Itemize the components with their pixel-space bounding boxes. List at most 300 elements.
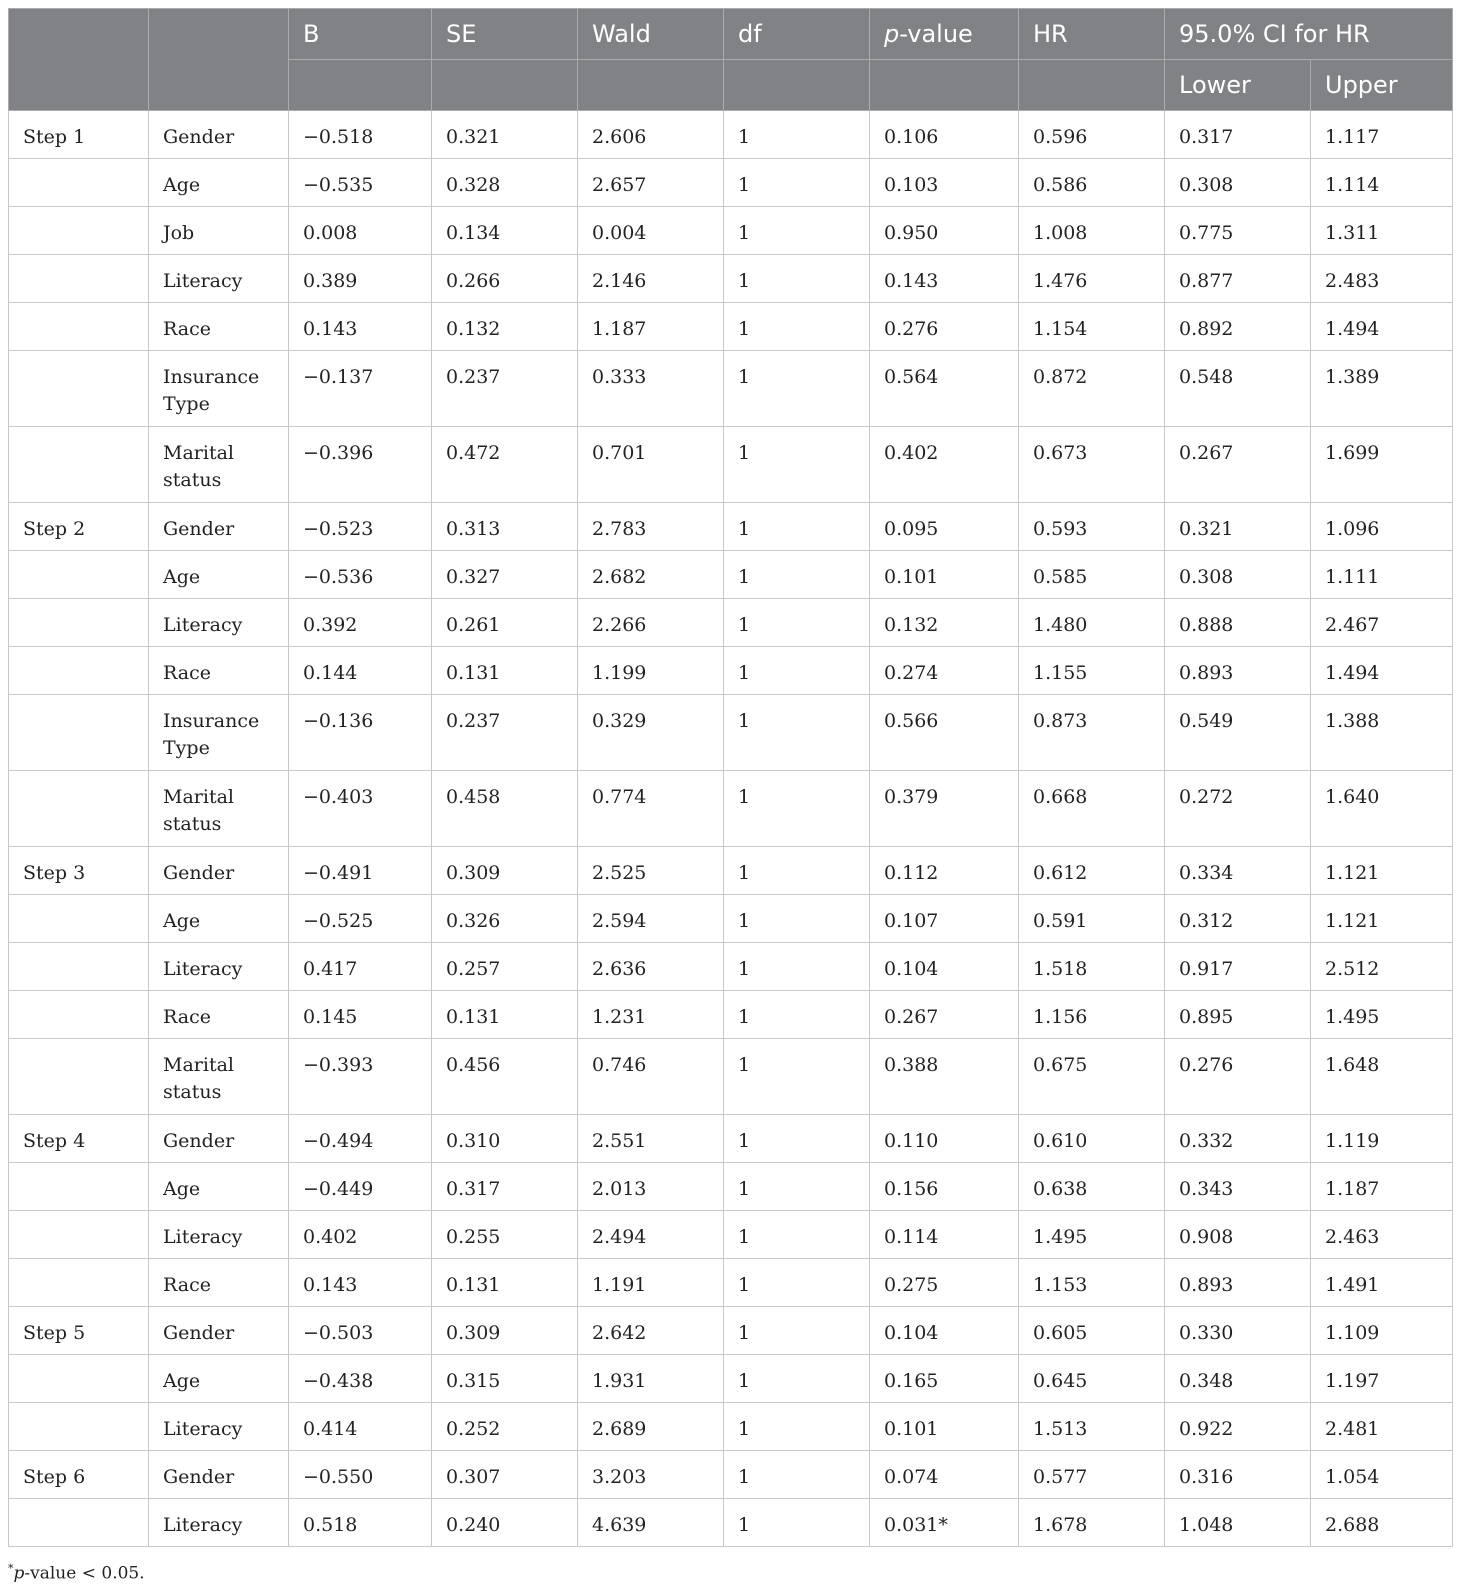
cell-hr: 0.675 xyxy=(1019,1039,1165,1115)
cell-ci-upper: 1.114 xyxy=(1311,159,1453,207)
cell-b: 0.402 xyxy=(289,1211,432,1259)
cell-b: −0.550 xyxy=(289,1451,432,1499)
cell-se: 0.131 xyxy=(432,991,578,1039)
cell-b: −0.438 xyxy=(289,1355,432,1403)
cell-variable: Marital status xyxy=(149,771,289,847)
cell-df: 1 xyxy=(724,503,870,551)
cell-step: Step 4 xyxy=(9,1115,149,1163)
cell-ci-upper: 2.463 xyxy=(1311,1211,1453,1259)
cell-ci-lower: 0.276 xyxy=(1165,1039,1311,1115)
cell-b: −0.137 xyxy=(289,351,432,427)
cell-ci-lower: 0.548 xyxy=(1165,351,1311,427)
cell-df: 1 xyxy=(724,207,870,255)
cell-ci-upper: 1.119 xyxy=(1311,1115,1453,1163)
cell-ci-upper: 1.121 xyxy=(1311,847,1453,895)
cell-variable: Age xyxy=(149,1355,289,1403)
cell-se: 0.315 xyxy=(432,1355,578,1403)
table-row xyxy=(9,1355,1453,1403)
cell-step xyxy=(9,551,149,599)
table-footnote xyxy=(8,1562,145,1584)
table-row xyxy=(9,111,1453,159)
cell-step xyxy=(9,159,149,207)
table-row xyxy=(9,427,1453,503)
cell-p-value: 0.379 xyxy=(870,771,1019,847)
cell-df: 1 xyxy=(724,427,870,503)
cell-step xyxy=(9,991,149,1039)
table-row xyxy=(9,991,1453,1039)
cell-step xyxy=(9,1403,149,1451)
cell-b: −0.396 xyxy=(289,427,432,503)
cell-df: 1 xyxy=(724,943,870,991)
cell-p-value: 0.165 xyxy=(870,1355,1019,1403)
cell-df: 1 xyxy=(724,695,870,771)
cell-ci-lower: 0.321 xyxy=(1165,503,1311,551)
table-row xyxy=(9,207,1453,255)
cell-ci-lower: 1.048 xyxy=(1165,1499,1311,1547)
cell-hr: 0.668 xyxy=(1019,771,1165,847)
cell-ci-upper: 1.648 xyxy=(1311,1039,1453,1115)
cell-ci-lower: 0.343 xyxy=(1165,1163,1311,1211)
cell-b: −0.494 xyxy=(289,1115,432,1163)
cell-df: 1 xyxy=(724,111,870,159)
cell-variable: Literacy xyxy=(149,1403,289,1451)
cell-ci-lower: 0.922 xyxy=(1165,1403,1311,1451)
cell-step: Step 5 xyxy=(9,1307,149,1355)
cell-step xyxy=(9,647,149,695)
cell-p-value: 0.950 xyxy=(870,207,1019,255)
cell-se: 0.240 xyxy=(432,1499,578,1547)
cell-step xyxy=(9,695,149,771)
cell-step: Step 1 xyxy=(9,111,149,159)
cell-variable: Gender xyxy=(149,1307,289,1355)
header-hr: HR xyxy=(1019,9,1165,60)
cell-df: 1 xyxy=(724,1499,870,1547)
cell-step xyxy=(9,1039,149,1115)
table-row xyxy=(9,1211,1453,1259)
cell-variable: Age xyxy=(149,895,289,943)
cell-df: 1 xyxy=(724,1403,870,1451)
cell-se: 0.237 xyxy=(432,351,578,427)
cell-wald: 0.774 xyxy=(578,771,724,847)
cell-b: 0.389 xyxy=(289,255,432,303)
cell-se: 0.472 xyxy=(432,427,578,503)
table-row xyxy=(9,1259,1453,1307)
cell-df: 1 xyxy=(724,255,870,303)
cell-ci-upper: 1.494 xyxy=(1311,303,1453,351)
cell-wald: 0.004 xyxy=(578,207,724,255)
cell-df: 1 xyxy=(724,1039,870,1115)
cell-hr: 1.476 xyxy=(1019,255,1165,303)
cell-ci-lower: 0.895 xyxy=(1165,991,1311,1039)
cell-wald: 1.191 xyxy=(578,1259,724,1307)
cell-ci-upper: 1.494 xyxy=(1311,647,1453,695)
cell-variable: Marital status xyxy=(149,1039,289,1115)
cell-wald: 2.525 xyxy=(578,847,724,895)
table-row xyxy=(9,159,1453,207)
cell-b: 0.417 xyxy=(289,943,432,991)
footnote-text: -value < 0.05. xyxy=(24,1563,145,1584)
cell-p-value: 0.106 xyxy=(870,111,1019,159)
cell-df: 1 xyxy=(724,303,870,351)
cell-se: 0.131 xyxy=(432,1259,578,1307)
table-row xyxy=(9,599,1453,647)
cell-wald: 2.494 xyxy=(578,1211,724,1259)
cell-ci-upper: 1.197 xyxy=(1311,1355,1453,1403)
cell-variable: Age xyxy=(149,159,289,207)
cell-ci-lower: 0.917 xyxy=(1165,943,1311,991)
cell-ci-lower: 0.332 xyxy=(1165,1115,1311,1163)
cell-se: 0.456 xyxy=(432,1039,578,1115)
cell-variable: Job xyxy=(149,207,289,255)
header-wald-sub xyxy=(578,60,724,111)
cell-hr: 0.586 xyxy=(1019,159,1165,207)
cell-hr: 1.678 xyxy=(1019,1499,1165,1547)
cell-hr: 0.605 xyxy=(1019,1307,1165,1355)
table-row xyxy=(9,255,1453,303)
cell-ci-upper: 2.483 xyxy=(1311,255,1453,303)
regression-table-container xyxy=(8,8,1452,1547)
cell-se: 0.252 xyxy=(432,1403,578,1451)
cell-variable: Literacy xyxy=(149,255,289,303)
cell-se: 0.309 xyxy=(432,1307,578,1355)
cell-df: 1 xyxy=(724,599,870,647)
cell-step xyxy=(9,1355,149,1403)
cell-step xyxy=(9,303,149,351)
cell-b: −0.403 xyxy=(289,771,432,847)
cell-variable: Race xyxy=(149,303,289,351)
cell-ci-lower: 0.308 xyxy=(1165,551,1311,599)
cell-ci-lower: 0.330 xyxy=(1165,1307,1311,1355)
cell-ci-upper: 1.491 xyxy=(1311,1259,1453,1307)
cell-wald: 2.783 xyxy=(578,503,724,551)
cell-se: 0.310 xyxy=(432,1115,578,1163)
cell-ci-lower: 0.892 xyxy=(1165,303,1311,351)
cell-p-value: 0.103 xyxy=(870,159,1019,207)
cell-ci-upper: 2.467 xyxy=(1311,599,1453,647)
cell-b: −0.518 xyxy=(289,111,432,159)
header-b-sub xyxy=(289,60,432,111)
cell-ci-lower: 0.312 xyxy=(1165,895,1311,943)
header-b: B xyxy=(289,9,432,60)
cell-df: 1 xyxy=(724,1355,870,1403)
table-row xyxy=(9,1499,1453,1547)
cell-b: −0.393 xyxy=(289,1039,432,1115)
cell-df: 1 xyxy=(724,991,870,1039)
cell-ci-upper: 1.388 xyxy=(1311,695,1453,771)
cell-ci-upper: 1.109 xyxy=(1311,1307,1453,1355)
cell-ci-upper: 2.512 xyxy=(1311,943,1453,991)
cell-hr: 0.873 xyxy=(1019,695,1165,771)
table-row xyxy=(9,503,1453,551)
table-row xyxy=(9,847,1453,895)
cell-variable: Literacy xyxy=(149,599,289,647)
cell-wald: 3.203 xyxy=(578,1451,724,1499)
cell-variable: Race xyxy=(149,647,289,695)
cell-variable: Race xyxy=(149,991,289,1039)
cell-p-value: 0.402 xyxy=(870,427,1019,503)
cell-hr: 1.155 xyxy=(1019,647,1165,695)
cell-b: −0.449 xyxy=(289,1163,432,1211)
cell-p-value: 0.095 xyxy=(870,503,1019,551)
cell-se: 0.237 xyxy=(432,695,578,771)
cell-se: 0.328 xyxy=(432,159,578,207)
cell-variable: Gender xyxy=(149,1115,289,1163)
footnote-italic: p xyxy=(13,1563,25,1584)
cell-p-value: 0.275 xyxy=(870,1259,1019,1307)
table-row xyxy=(9,647,1453,695)
cell-ci-lower: 0.348 xyxy=(1165,1355,1311,1403)
cell-df: 1 xyxy=(724,1259,870,1307)
cell-wald: 1.931 xyxy=(578,1355,724,1403)
cell-p-value: 0.104 xyxy=(870,943,1019,991)
cell-se: 0.458 xyxy=(432,771,578,847)
cell-p-value: 0.267 xyxy=(870,991,1019,1039)
cell-p-value: 0.101 xyxy=(870,551,1019,599)
cell-variable: Literacy xyxy=(149,1211,289,1259)
cell-ci-upper: 1.096 xyxy=(1311,503,1453,551)
header-wald: Wald xyxy=(578,9,724,60)
cell-hr: 0.872 xyxy=(1019,351,1165,427)
cell-ci-upper: 1.311 xyxy=(1311,207,1453,255)
cell-step xyxy=(9,351,149,427)
cell-hr: 1.518 xyxy=(1019,943,1165,991)
cell-ci-upper: 1.111 xyxy=(1311,551,1453,599)
cell-hr: 1.008 xyxy=(1019,207,1165,255)
cell-hr: 1.480 xyxy=(1019,599,1165,647)
cell-se: 0.255 xyxy=(432,1211,578,1259)
header-variable xyxy=(149,9,289,111)
cell-wald: 2.636 xyxy=(578,943,724,991)
cell-ci-lower: 0.893 xyxy=(1165,1259,1311,1307)
cell-variable: Gender xyxy=(149,847,289,895)
cell-p-value: 0.143 xyxy=(870,255,1019,303)
cell-se: 0.266 xyxy=(432,255,578,303)
cell-se: 0.134 xyxy=(432,207,578,255)
header-se: SE xyxy=(432,9,578,60)
table-body xyxy=(9,111,1453,1547)
cell-b: −0.136 xyxy=(289,695,432,771)
cell-hr: 0.593 xyxy=(1019,503,1165,551)
cell-wald: 2.657 xyxy=(578,159,724,207)
cell-p-value: 0.114 xyxy=(870,1211,1019,1259)
header-df-sub xyxy=(724,60,870,111)
cell-wald: 0.746 xyxy=(578,1039,724,1115)
header-se-sub xyxy=(432,60,578,111)
header-hr-sub xyxy=(1019,60,1165,111)
cell-se: 0.257 xyxy=(432,943,578,991)
cell-wald: 0.701 xyxy=(578,427,724,503)
cell-df: 1 xyxy=(724,895,870,943)
header-p-italic: p xyxy=(884,20,900,48)
cell-step xyxy=(9,427,149,503)
cell-hr: 1.513 xyxy=(1019,1403,1165,1451)
cell-hr: 0.645 xyxy=(1019,1355,1165,1403)
cell-variable: Gender xyxy=(149,503,289,551)
cell-se: 0.309 xyxy=(432,847,578,895)
cox-regression-table xyxy=(8,8,1453,1547)
cell-b: −0.525 xyxy=(289,895,432,943)
cell-ci-lower: 0.888 xyxy=(1165,599,1311,647)
cell-wald: 2.551 xyxy=(578,1115,724,1163)
cell-df: 1 xyxy=(724,1211,870,1259)
cell-p-value: 0.074 xyxy=(870,1451,1019,1499)
table-row xyxy=(9,1403,1453,1451)
cell-hr: 1.153 xyxy=(1019,1259,1165,1307)
cell-ci-lower: 0.308 xyxy=(1165,159,1311,207)
cell-variable: Gender xyxy=(149,111,289,159)
table-header xyxy=(9,9,1453,111)
cell-b: −0.535 xyxy=(289,159,432,207)
cell-df: 1 xyxy=(724,847,870,895)
cell-df: 1 xyxy=(724,351,870,427)
header-step xyxy=(9,9,149,111)
cell-p-value: 0.274 xyxy=(870,647,1019,695)
header-ci-lower: Lower xyxy=(1165,60,1311,111)
cell-b: 0.143 xyxy=(289,1259,432,1307)
cell-step: Step 2 xyxy=(9,503,149,551)
cell-wald: 2.013 xyxy=(578,1163,724,1211)
table-row xyxy=(9,1163,1453,1211)
cell-b: 0.145 xyxy=(289,991,432,1039)
cell-step xyxy=(9,1211,149,1259)
cell-p-value: 0.276 xyxy=(870,303,1019,351)
cell-hr: 1.495 xyxy=(1019,1211,1165,1259)
cell-df: 1 xyxy=(724,551,870,599)
cell-step xyxy=(9,771,149,847)
cell-step xyxy=(9,207,149,255)
cell-wald: 1.199 xyxy=(578,647,724,695)
cell-se: 0.131 xyxy=(432,647,578,695)
table-row xyxy=(9,551,1453,599)
cell-b: −0.523 xyxy=(289,503,432,551)
cell-df: 1 xyxy=(724,647,870,695)
cell-b: 0.143 xyxy=(289,303,432,351)
header-ci: 95.0% CI for HR xyxy=(1165,9,1453,60)
cell-b: −0.491 xyxy=(289,847,432,895)
cell-df: 1 xyxy=(724,159,870,207)
cell-ci-upper: 2.688 xyxy=(1311,1499,1453,1547)
header-df: df xyxy=(724,9,870,60)
cell-ci-upper: 1.054 xyxy=(1311,1451,1453,1499)
cell-p-value: 0.156 xyxy=(870,1163,1019,1211)
cell-hr: 0.612 xyxy=(1019,847,1165,895)
cell-ci-upper: 1.495 xyxy=(1311,991,1453,1039)
cell-step xyxy=(9,943,149,991)
cell-wald: 2.606 xyxy=(578,111,724,159)
cell-variable: Literacy xyxy=(149,1499,289,1547)
cell-p-value: 0.564 xyxy=(870,351,1019,427)
cell-ci-lower: 0.267 xyxy=(1165,427,1311,503)
cell-p-value: 0.132 xyxy=(870,599,1019,647)
cell-hr: 0.585 xyxy=(1019,551,1165,599)
cell-ci-upper: 1.187 xyxy=(1311,1163,1453,1211)
cell-wald: 2.146 xyxy=(578,255,724,303)
cell-p-value: 0.031* xyxy=(870,1499,1019,1547)
table-row xyxy=(9,1307,1453,1355)
cell-p-value: 0.566 xyxy=(870,695,1019,771)
table-row xyxy=(9,1039,1453,1115)
footnote-marker: * xyxy=(8,1562,14,1575)
table-row xyxy=(9,351,1453,427)
cell-se: 0.313 xyxy=(432,503,578,551)
cell-se: 0.132 xyxy=(432,303,578,351)
header-p-value xyxy=(870,9,1019,60)
cell-variable: Insurance Type xyxy=(149,351,289,427)
cell-se: 0.261 xyxy=(432,599,578,647)
cell-wald: 1.187 xyxy=(578,303,724,351)
cell-ci-upper: 1.121 xyxy=(1311,895,1453,943)
cell-p-value: 0.107 xyxy=(870,895,1019,943)
cell-ci-upper: 2.481 xyxy=(1311,1403,1453,1451)
cell-ci-lower: 0.775 xyxy=(1165,207,1311,255)
cell-b: 0.144 xyxy=(289,647,432,695)
cell-hr: 1.154 xyxy=(1019,303,1165,351)
cell-ci-lower: 0.316 xyxy=(1165,1451,1311,1499)
cell-b: −0.503 xyxy=(289,1307,432,1355)
cell-wald: 2.682 xyxy=(578,551,724,599)
cell-variable: Literacy xyxy=(149,943,289,991)
cell-ci-upper: 1.117 xyxy=(1311,111,1453,159)
cell-step xyxy=(9,599,149,647)
cell-step xyxy=(9,1259,149,1307)
cell-variable: Age xyxy=(149,1163,289,1211)
cell-hr: 0.673 xyxy=(1019,427,1165,503)
cell-variable: Marital status xyxy=(149,427,289,503)
cell-wald: 0.333 xyxy=(578,351,724,427)
cell-se: 0.317 xyxy=(432,1163,578,1211)
cell-df: 1 xyxy=(724,1163,870,1211)
table-row xyxy=(9,695,1453,771)
cell-wald: 2.642 xyxy=(578,1307,724,1355)
cell-df: 1 xyxy=(724,1115,870,1163)
table-row xyxy=(9,1115,1453,1163)
cell-variable: Insurance Type xyxy=(149,695,289,771)
cell-b: 0.008 xyxy=(289,207,432,255)
cell-ci-upper: 1.389 xyxy=(1311,351,1453,427)
cell-ci-lower: 0.908 xyxy=(1165,1211,1311,1259)
cell-se: 0.307 xyxy=(432,1451,578,1499)
cell-ci-lower: 0.317 xyxy=(1165,111,1311,159)
cell-wald: 1.231 xyxy=(578,991,724,1039)
cell-ci-upper: 1.640 xyxy=(1311,771,1453,847)
cell-df: 1 xyxy=(724,1451,870,1499)
table-row xyxy=(9,303,1453,351)
cell-wald: 2.594 xyxy=(578,895,724,943)
cell-variable: Race xyxy=(149,1259,289,1307)
cell-hr: 0.577 xyxy=(1019,1451,1165,1499)
cell-ci-upper: 1.699 xyxy=(1311,427,1453,503)
header-p-sub xyxy=(870,60,1019,111)
cell-step: Step 6 xyxy=(9,1451,149,1499)
cell-step xyxy=(9,1163,149,1211)
cell-hr: 0.596 xyxy=(1019,111,1165,159)
cell-variable: Gender xyxy=(149,1451,289,1499)
cell-p-value: 0.112 xyxy=(870,847,1019,895)
header-p-rest: -value xyxy=(899,20,973,48)
cell-b: 0.414 xyxy=(289,1403,432,1451)
cell-ci-lower: 0.334 xyxy=(1165,847,1311,895)
header-ci-upper: Upper xyxy=(1311,60,1453,111)
cell-hr: 0.591 xyxy=(1019,895,1165,943)
cell-p-value: 0.104 xyxy=(870,1307,1019,1355)
cell-se: 0.321 xyxy=(432,111,578,159)
table-row xyxy=(9,1451,1453,1499)
cell-step xyxy=(9,1499,149,1547)
cell-variable: Age xyxy=(149,551,289,599)
cell-df: 1 xyxy=(724,1307,870,1355)
cell-p-value: 0.110 xyxy=(870,1115,1019,1163)
table-row xyxy=(9,895,1453,943)
